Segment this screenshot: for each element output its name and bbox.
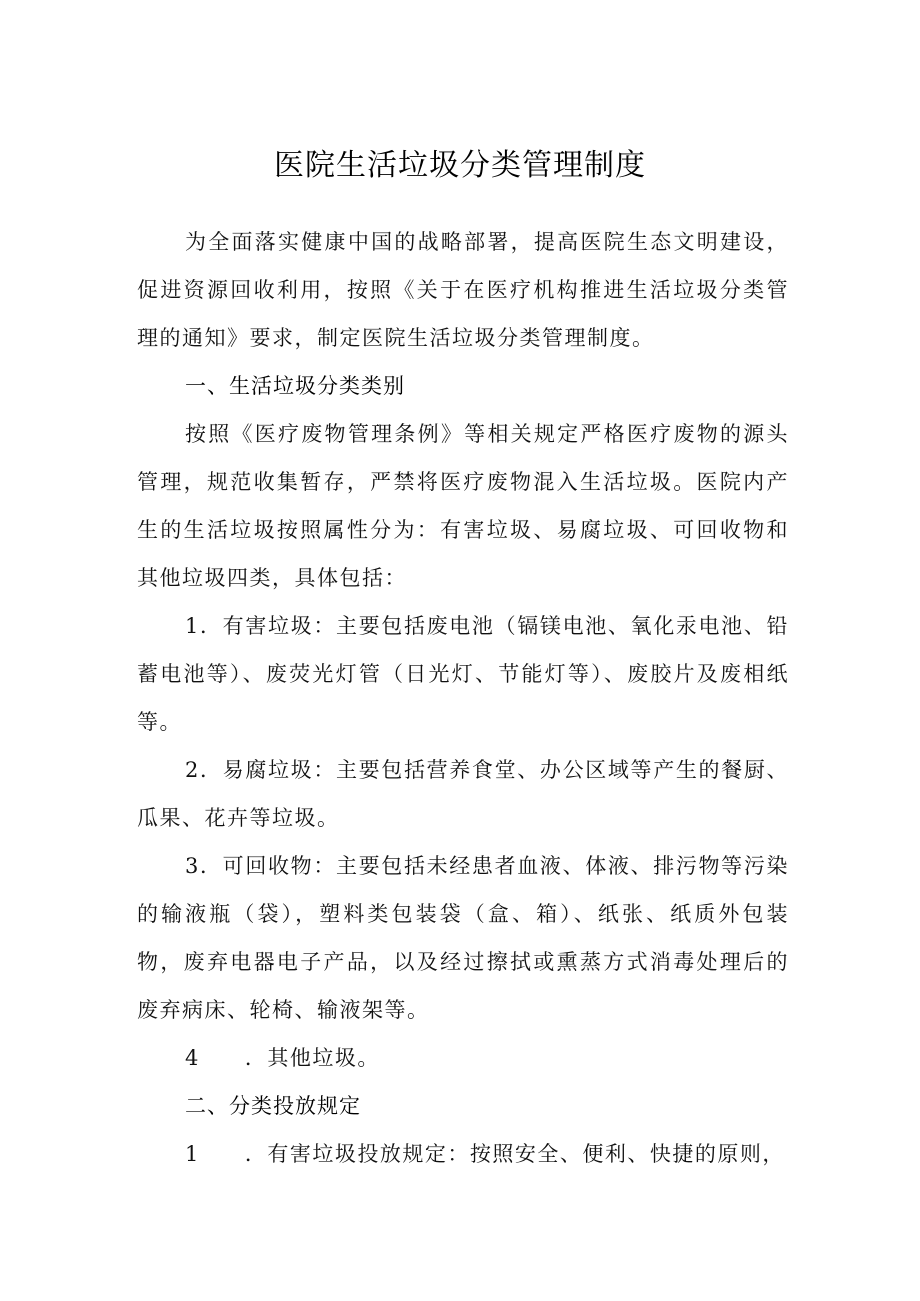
list-item-recyclables: 3．可回收物：主要包括未经患者血液、体液、排污物等污染的输液瓶（袋），塑料类包装袋（盒、箱）、纸张、纸质外包装物，废弃电器电子产品，以及经过擦拭或熏蒸方式消毒处理后的废弃病床、轮椅、输液架等。	[137, 854, 789, 1022]
list-item-hazardous-waste: 1．有害垃圾：主要包括废电池（镉镁电池、氧化汞电池、铅蓄电池等）、废荧光灯管（日光灯、节能灯等）、废胶片及废相纸等。	[137, 614, 789, 734]
document-title: 医院生活垃圾分类管理制度	[274, 148, 646, 183]
section2-heading: 二、分类投放规定	[185, 1094, 361, 1118]
intro-paragraph: 为全面落实健康中国的战略部署，提高医院生态文明建设，促进资源回收利用，按照《关于在医疗机构推进生活垃圾分类管理的通知》要求，制定医院生活垃圾分类管理制度。	[137, 230, 789, 350]
list-item-other-waste: 4 ．其他垃圾。	[185, 1046, 380, 1070]
section1-paragraph: 按照《医疗废物管理条例》等相关规定严格医疗废物的源头管理，规范收集暂存，严禁将医疗废物混入生活垃圾。医院内产生的生活垃圾按照属性分为：有害垃圾、易腐垃圾、可回收物和其他垃圾四类，具体包括：	[137, 422, 789, 590]
section1-heading: 一、生活垃圾分类类别	[185, 374, 405, 398]
list-item-perishable-waste: 2．易腐垃圾：主要包括营养食堂、办公区域等产生的餐厨、瓜果、花卉等垃圾。	[137, 758, 789, 830]
list-item-hazardous-disposal: 1 ．有害垃圾投放规定：按照安全、便利、快捷的原则，	[185, 1142, 785, 1166]
